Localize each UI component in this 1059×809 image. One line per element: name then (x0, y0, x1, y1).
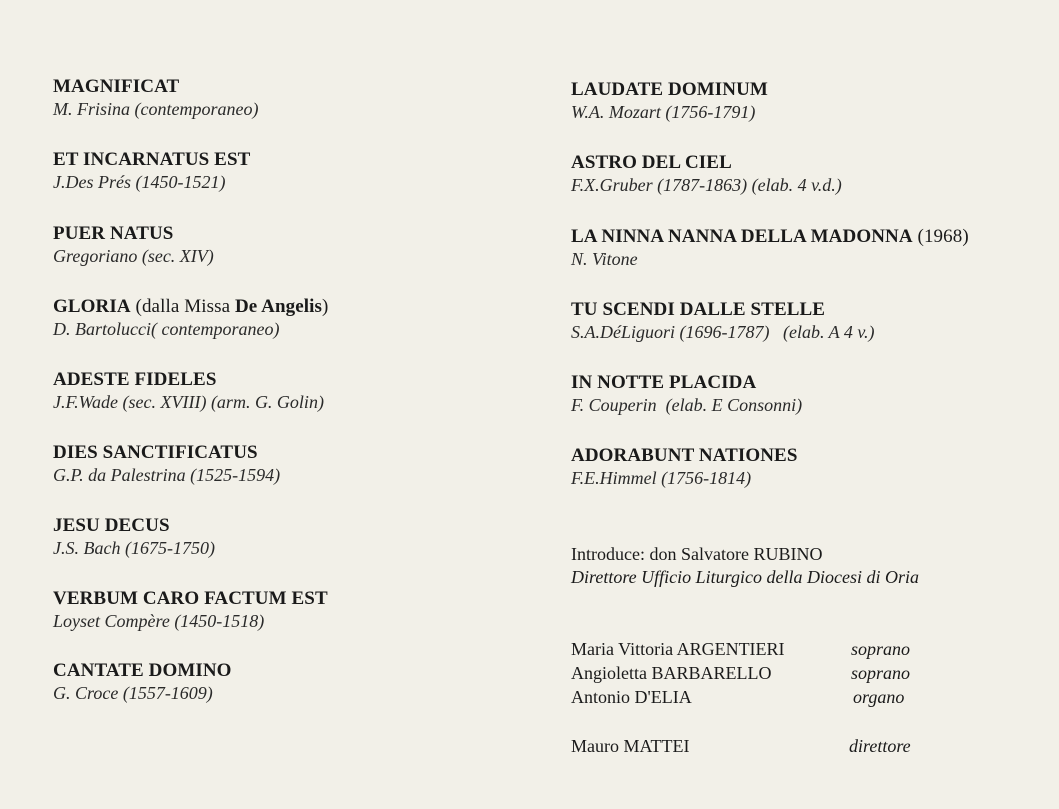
piece-title: ET INCARNATUS EST (53, 149, 251, 170)
performer-name: Angioletta BARBARELLO (571, 663, 772, 683)
piece-title: VERBUM CARO FACTUM EST (53, 588, 328, 609)
performer-role: organo (853, 687, 905, 707)
piece-author: J.F.Wade (sec. XVIII) (arm. G. Golin) (53, 392, 324, 412)
performer-row (571, 685, 905, 709)
performer-name: Mauro MATTEI (571, 736, 690, 756)
performer-row (571, 734, 911, 758)
performer-name: Maria Vittoria ARGENTIERI (571, 639, 785, 659)
piece-gloria (53, 296, 328, 340)
piece-title-close: ) (322, 296, 329, 317)
piece-author: S.A.DéLiguori (1696-1787) (elab. A 4 v.) (571, 322, 875, 342)
piece-author: J.Des Prés (1450-1521) (53, 172, 226, 192)
piece-magnificat (53, 76, 258, 120)
piece-author: N. Vitone (571, 249, 638, 269)
performer-name: Antonio D'ELIA (571, 687, 692, 707)
piece-ninna-nanna (571, 226, 969, 270)
piece-cantate-domino (53, 660, 232, 704)
piece-author: M. Frisina (contemporaneo) (53, 99, 259, 119)
piece-title-mass: De Angelis (234, 296, 322, 317)
piece-title: TU SCENDI DALLE STELLE (571, 299, 826, 320)
introduction-presenter: Introduce: don Salvatore RUBINO (571, 544, 823, 564)
piece-puer-natus (53, 223, 214, 267)
piece-title: DIES SANCTIFICATUS (53, 442, 258, 463)
piece-title: ADORABUNT NATIONES (571, 445, 798, 466)
piece-in-notte-placida (571, 372, 802, 416)
performer-role: soprano (851, 639, 911, 659)
performer-row (571, 661, 911, 685)
piece-title-main: LA NINNA NANNA DELLA MADONNA (571, 226, 913, 247)
introduction (571, 542, 919, 588)
piece-title: PUER NATUS (53, 223, 174, 244)
piece-laudate-dominum (571, 79, 768, 123)
piece-tu-scendi (571, 299, 874, 343)
piece-title-note: (dalla Missa (130, 296, 235, 317)
piece-title: MAGNIFICAT (53, 76, 180, 97)
piece-title: ADESTE FIDELES (53, 369, 217, 390)
piece-title-main: GLORIA (53, 296, 131, 317)
piece-verbum-caro (53, 588, 328, 632)
piece-author: F.E.Himmel (1756-1814) (571, 468, 752, 488)
piece-author: F.X.Gruber (1787-1863) (elab. 4 v.d.) (571, 175, 842, 195)
piece-author: D. Bartolucci( contemporaneo) (53, 319, 280, 339)
piece-author: Loyset Compère (1450-1518) (53, 611, 265, 631)
piece-title: ASTRO DEL CIEL (571, 152, 732, 173)
piece-dies-sanctificatus (53, 442, 280, 486)
piece-author: G. Croce (1557-1609) (53, 683, 213, 703)
piece-adeste-fideles (53, 369, 324, 413)
performer-row (571, 637, 911, 661)
piece-title: JESU DECUS (53, 515, 170, 536)
piece-title (53, 296, 328, 318)
introduction-role: Direttore Ufficio Liturgico della Diocesi di Oria (571, 567, 919, 587)
piece-jesu-decus (53, 515, 215, 559)
piece-astro-del-ciel (571, 152, 842, 196)
piece-et-incarnatus (53, 149, 250, 193)
piece-title-year: (1968) (912, 226, 969, 247)
piece-author: J.S. Bach (1675-1750) (53, 538, 215, 558)
piece-adorabunt-nationes (571, 445, 798, 489)
piece-author: F. Couperin (elab. E Consonni) (571, 395, 803, 415)
piece-title: IN NOTTE PLACIDA (571, 372, 757, 393)
piece-author: W.A. Mozart (1756-1791) (571, 102, 756, 122)
piece-title (571, 226, 969, 248)
piece-title: CANTATE DOMINO (53, 660, 232, 681)
performer-role: direttore (849, 736, 911, 756)
piece-title: LAUDATE DOMINUM (571, 79, 768, 100)
piece-author: Gregoriano (sec. XIV) (53, 246, 214, 266)
performer-role: soprano (851, 663, 911, 683)
piece-author: G.P. da Palestrina (1525-1594) (53, 465, 281, 485)
